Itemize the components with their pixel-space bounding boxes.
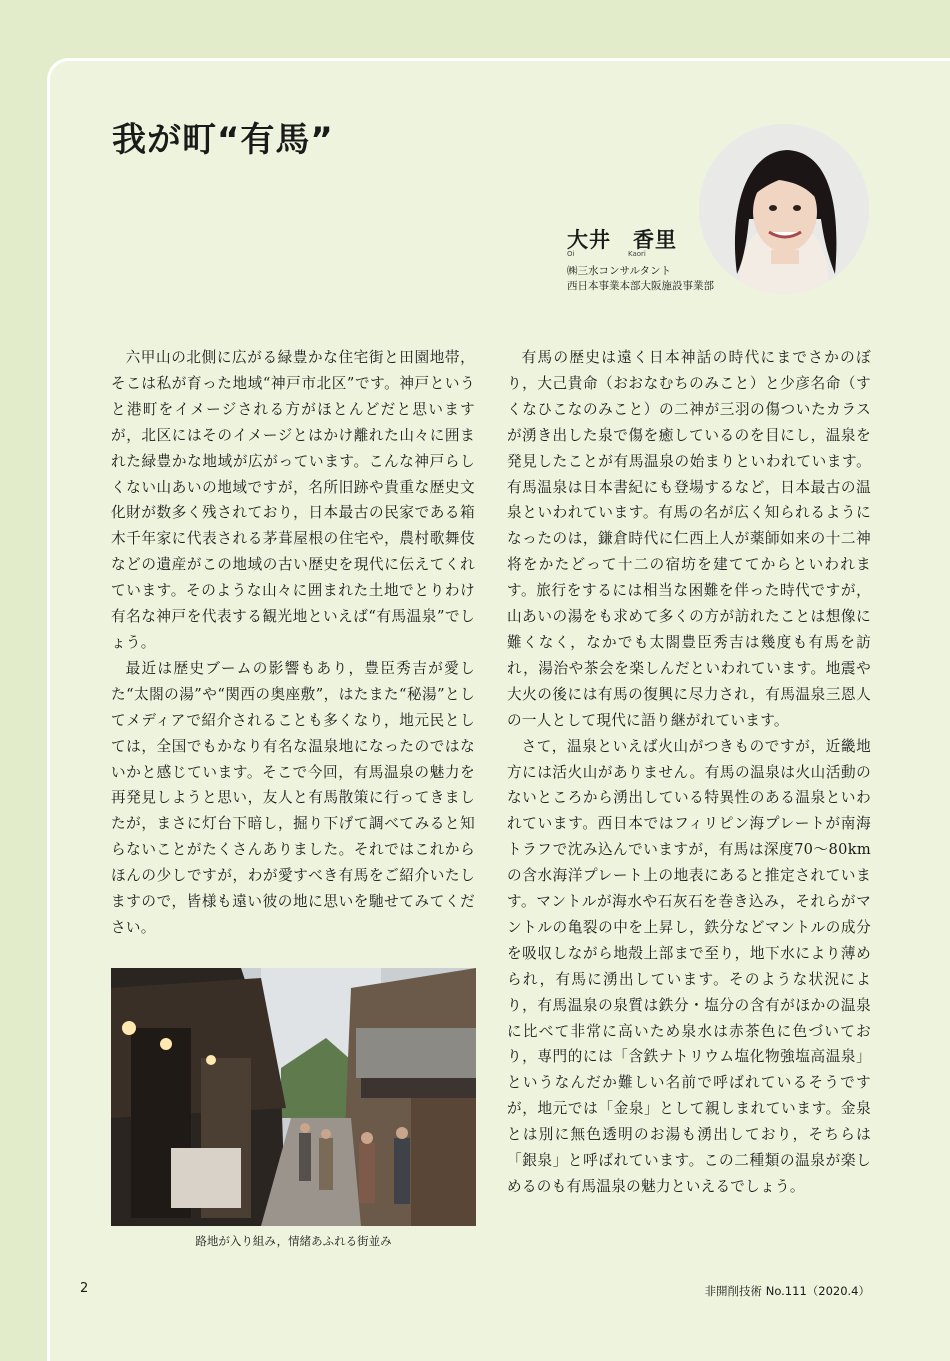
- author-affiliation: [567, 264, 714, 294]
- author-portrait: [699, 124, 869, 294]
- author-department: 西日本事業本部大阪施設事業部: [567, 280, 714, 292]
- left-column: [111, 345, 475, 941]
- paragraph: 最近は歴史ブームの影響もあり，豊臣秀吉が愛した“太閤の湯”や“関西の奥座敷”，はたまた“秘湯”としてメディアで紹介されることも多くなり，地元民としては，全国でもかなり有名な温泉地になったのではないかと感じています。そこで今回，有馬温泉の魅力を再発見しようと思い，友人と有馬散策に行ってきましたが，まさに灯台下暗し，掘り下げて調べてみると知らないことがたくさんありました。それではこれからほんの少しですが，わが愛すべき有馬をご紹介いたしますので，皆様も遠い彼の地に思いを馳せてみてください。: [111, 659, 475, 936]
- article-title: 我が町“有馬”: [112, 120, 334, 160]
- paragraph: 有馬の歴史は遠く日本神話の時代にまでさかのぼり，大己貴命（おおなむちのみこと）と少彦名命（すくなひこなのみこと）の二神が三羽の傷ついたカラスが湧き出した泉で傷を癒しているのを目にし，温泉を発見したことが有馬温泉の始まりといわれています。有馬温泉は日本書紀にも登場するなど，日本最古の温泉といわれています。有馬の名が広く知られるようになったのは，鎌倉時代に仁西上人が薬師如来の十二神将をかたどって十二の宿坊を建ててからといわれます。旅行をするには相当な困難を伴った時代ですが，山あいの湯をも求めて多くの方が訪れたことは想像に難くなく，なかでも太閤豊臣秀吉は幾度も有馬を訪れ，湯治や茶会を楽しんだといわれています。地震や大火の後には有馬の復興に尽力され，有馬温泉三恩人の一人として現代に語り継がれています。: [507, 349, 871, 729]
- author-name: 大井 香里: [567, 228, 677, 252]
- right-column: [507, 345, 871, 1200]
- photo-caption: 路地が入り組み，情緒あふれる街並み: [195, 1234, 392, 1248]
- author-romaji-given: Kaori: [628, 250, 646, 258]
- author-company: ㈱三水コンサルタント: [567, 265, 672, 277]
- paragraph: さて，温泉といえば火山がつきものですが，近畿地方には活火山がありません。有馬の温泉は火山活動のないところから湧出している特異性のある温泉といわれています。西日本ではフィリピン海プレートが南海トラフで沈み込んでいますが，有馬は深度70～80kmの含水海洋プレート上の地表にあると推定されています。マントルが海水や石灰石を巻き込み，それらがマントルの亀裂の中を上昇し，鉄分などマントルの成分を吸収しながら地殻上部まで至り，地下水により薄められ，有馬に湧出しています。そのような状況により，有馬温泉の泉質は鉄分・塩分の含有がほかの温泉に比べて非常に高いため泉水は赤茶色に色づいており，専門的には「含鉄ナトリウム塩化物強塩高温泉」というなんだか難しい名前で呼ばれているそうですが，地元では「金泉」として親しまれています。金泉とは別に無色透明のお湯も湧出しており，そちらは「銀泉」と呼ばれています。この二種類の温泉が楽しめるのも有馬温泉の魅力といえるでしょう。: [507, 737, 871, 1195]
- page-number: 2: [80, 1281, 89, 1296]
- paragraph: 六甲山の北側に広がる緑豊かな住宅街と田園地帯，そこは私が育った地域“神戸市北区”です。神戸というと港町をイメージされる方がほとんどだと思いますが，北区にはそのイメージとはかけ離れた山々に囲まれた緑豊かな地域が広がっています。こんな神戸らしくない山あいの地域ですが，名所旧跡や貴重な歴史文化財が数多く残されており，日本最古の民家である箱木千年家に代表される茅葺屋根の住宅や，農村歌舞伎などの遺産がこの地域の古い歴史を現代に伝えてくれています。そのような山々に囲まれた土地でとりわけ有名な神戸を代表する観光地といえば“有馬温泉”でしょう。: [111, 349, 475, 651]
- street-photo: [111, 968, 476, 1226]
- author-romaji-family: Oi: [567, 250, 575, 258]
- journal-footer: 非開削技術 No.111（2020.4）: [704, 1284, 870, 1298]
